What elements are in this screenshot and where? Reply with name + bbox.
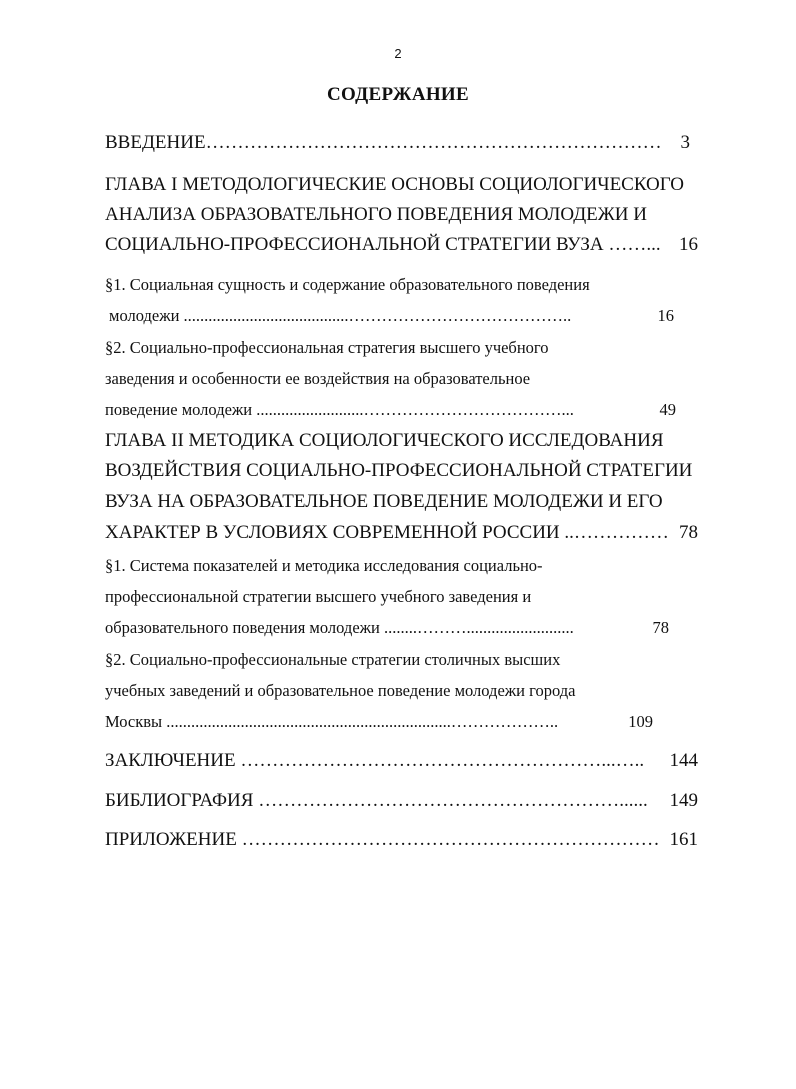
toc-entry-page: 78: [652, 618, 669, 637]
toc-section-line: учебных заведений и образовательное поведение молодежи города: [105, 681, 576, 700]
toc-section-line: §1. Социальная сущность и содержание образовательного поведения: [105, 275, 590, 294]
toc-chapter-line: СОЦИАЛЬНО-ПРОФЕССИОНАЛЬНОЙ СТРАТЕГИИ ВУЗА ……...: [105, 234, 661, 255]
toc-chapter-line: ГЛАВА I МЕТОДОЛОГИЧЕСКИЕ ОСНОВЫ СОЦИОЛОГИЧЕСКОГО: [105, 174, 685, 195]
toc-chapter-line: ХАРАКТЕР В УСЛОВИЯХ СОВРЕМЕННОЙ РОССИИ ..……………: [105, 522, 669, 543]
page-number: 2: [394, 46, 402, 61]
toc-section-line: Москвы .....................................................................………………..: [105, 712, 559, 731]
toc-entry-page: 161: [669, 829, 698, 850]
toc-chapter-line: ГЛАВА II МЕТОДИКА СОЦИОЛОГИЧЕСКОГО ИССЛЕДОВАНИЯ: [105, 430, 664, 451]
toc-entry-page: 78: [679, 522, 698, 543]
toc-section-line: §1. Система показателей и методика исследования социально-: [105, 556, 543, 575]
toc-chapter-line: ВУЗА НА ОБРАЗОВАТЕЛЬНОЕ ПОВЕДЕНИЕ МОЛОДЕЖИ И ЕГО: [105, 491, 663, 512]
toc-entry-page: 149: [669, 790, 698, 811]
toc-chapter-line: ВОЗДЕЙСТВИЯ СОЦИАЛЬНО-ПРОФЕССИОНАЛЬНОЙ СТРАТЕГИИ: [105, 460, 693, 481]
toc-entry-page: 49: [659, 400, 676, 419]
toc-entry-page: 16: [657, 306, 674, 325]
toc-entry-text: ВВЕДЕНИЕ………………………………………………………………: [105, 132, 662, 153]
toc-section-line: молодежи ........................................…………………………………..: [109, 306, 572, 325]
toc-section-line: §2. Социально-профессиональные стратегии столичных высших: [105, 650, 561, 669]
toc-entry-page: 16: [679, 234, 698, 255]
toc-entry-text: ЗАКЛЮЧЕНИЕ …………………………………………………...…..: [105, 750, 645, 771]
toc-section-line: §2. Социально-профессиональная стратегия высшего учебного: [105, 338, 549, 357]
toc-entry-page: 109: [628, 712, 653, 731]
toc-section-line: образовательного поведения молодежи ........………..........................: [105, 618, 574, 637]
toc-entry-page: 144: [669, 750, 698, 771]
toc-section-line: заведения и особенности ее воздействия на образовательное: [105, 369, 531, 388]
toc-entry-text: ПРИЛОЖЕНИЕ …………………………………………………………: [105, 829, 660, 850]
toc-chapter-line: АНАЛИЗА ОБРАЗОВАТЕЛЬНОГО ПОВЕДЕНИЯ МОЛОДЕЖИ И: [105, 204, 647, 225]
toc-section-line: поведение молодежи ..........................………………………………...: [105, 400, 574, 419]
toc-entry-page: 3: [680, 132, 690, 153]
toc-entry-text: БИБЛИОГРАФИЯ …………………………………………………......: [105, 790, 648, 811]
toc-section-line: профессиональной стратегии высшего учебного заведения и: [105, 587, 532, 606]
toc-title: СОДЕРЖАНИЕ: [327, 84, 469, 105]
